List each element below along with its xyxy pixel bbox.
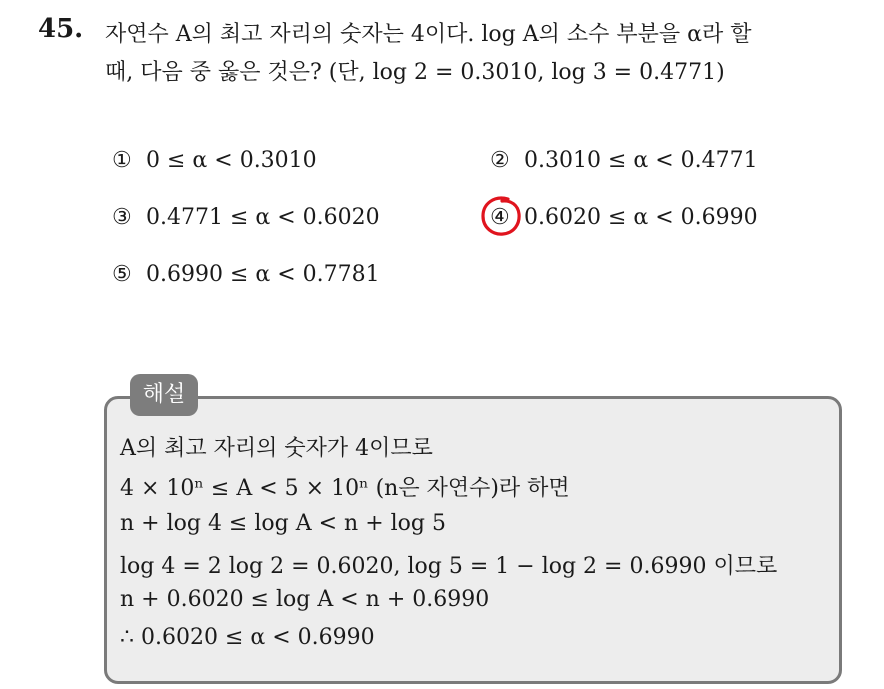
choice-4[interactable] [490, 205, 758, 230]
solution-line-3: n + log 4 ≤ log A < n + log 5 [120, 511, 446, 536]
question-text-line-1: 자연수 A의 최고 자리의 숫자는 4이다. log A의 소수 부분을 α라 할 [105, 22, 752, 47]
choice-1-text: 0 ≤ α < 0.3010 [146, 148, 317, 173]
choice-3-text: 0.4771 ≤ α < 0.6020 [146, 205, 380, 230]
solution-tab-label: 해설 [130, 374, 198, 416]
choice-5[interactable] [112, 262, 380, 287]
choice-2-number: ② [490, 148, 510, 173]
solution-line-2: 4 × 10ⁿ ≤ A < 5 × 10ⁿ (n은 자연수)라 하면 [120, 476, 570, 501]
choice-2-text: 0.3010 ≤ α < 0.4771 [524, 148, 758, 173]
choice-4-number: ④ [490, 205, 510, 230]
question-number: 45. [38, 14, 84, 44]
choice-2[interactable] [490, 148, 758, 173]
choice-3-number: ③ [112, 205, 132, 230]
choice-1[interactable] [112, 148, 317, 173]
solution-line-5: n + 0.6020 ≤ log A < n + 0.6990 [120, 587, 490, 612]
choice-5-number: ⑤ [112, 262, 132, 287]
choice-3[interactable] [112, 205, 380, 230]
choice-1-number: ① [112, 148, 132, 173]
choice-4-text: 0.6020 ≤ α < 0.6990 [524, 205, 758, 230]
solution-line-4: log 4 = 2 log 2 = 0.6020, log 5 = 1 − log 2 = 0.6990 이므로 [120, 554, 778, 579]
solution-line-6: ∴ 0.6020 ≤ α < 0.6990 [120, 625, 375, 650]
question-text-line-2: 때, 다음 중 옳은 것은? (단, log 2 = 0.3010, log 3 = 0.4771) [105, 60, 725, 85]
solution-line-1: A의 최고 자리의 숫자가 4이므로 [120, 436, 433, 461]
choice-5-text: 0.6990 ≤ α < 0.7781 [146, 262, 380, 287]
